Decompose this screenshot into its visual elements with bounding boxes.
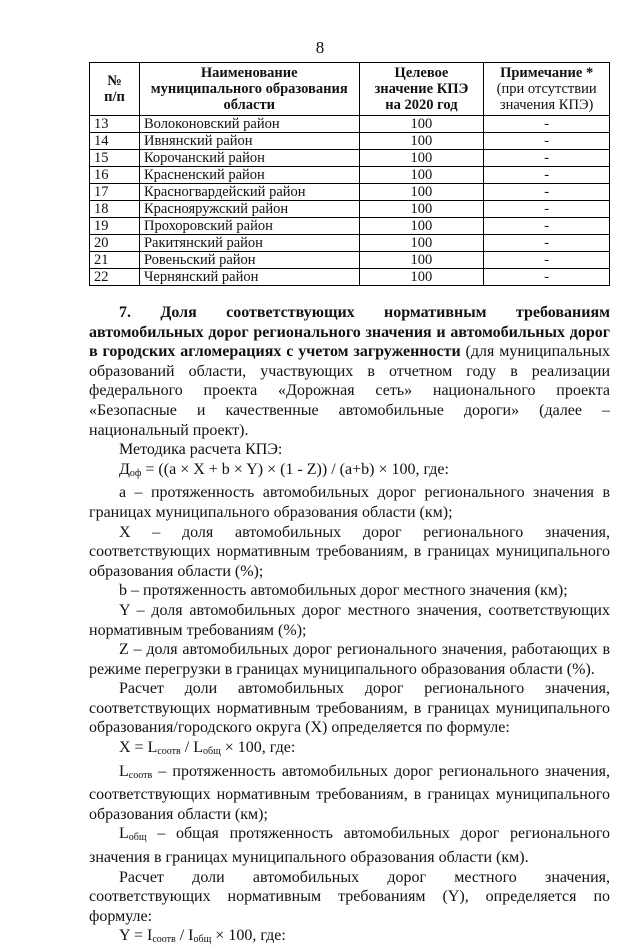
row-note: - xyxy=(484,235,610,252)
row-note: - xyxy=(484,133,610,150)
row-number: 18 xyxy=(90,201,140,218)
row-note: - xyxy=(484,184,610,201)
row-municipality-name: Краснояружский район xyxy=(139,201,359,218)
formula-x: $X = L_{соотв} / L_{общ} \times 100$, где: xyxy=(119,739,296,758)
row-municipality-name: Волоконовский район xyxy=(139,116,359,133)
row-municipality-name: Чернянский район xyxy=(139,269,359,286)
row-number: 20 xyxy=(90,235,140,252)
row-target-value: 100 xyxy=(359,252,484,269)
calc-y-text: Расчет доли автомобильных дорог местного значения, соответствующих нормативным требованиям (Y), определяется по формуле: xyxy=(89,868,610,925)
row-municipality-name: Ровеньский район xyxy=(139,252,359,269)
table-row xyxy=(90,133,610,150)
row-target-value: 100 xyxy=(359,133,484,150)
calc-x-text: Расчет доли автомобильных дорог регионального значения, соответствующих нормативным требованиям, в границах муниципального образования/городского округа (X) определяется по формуле: xyxy=(89,680,610,737)
definition-lsootv: $L_{соотв}$ – протяженность автомобильных дорог регионального значения, соответствующих нормативным требованиям, в границах муниципального образования области (км); xyxy=(89,762,610,823)
row-target-value: 100 xyxy=(359,235,484,252)
row-target-value: 100 xyxy=(359,269,484,286)
row-target-value: 100 xyxy=(359,150,484,167)
row-note: - xyxy=(484,150,610,167)
row-municipality-name: Красненский район xyxy=(139,167,359,184)
section-text xyxy=(89,303,610,950)
header-name: Наименование муниципального образования области xyxy=(139,63,359,116)
table-header-row xyxy=(90,63,610,116)
definition-z: Z – доля автомобильных дорог регионального значения, работающих в режиме перегрузки в границах муниципального образования области (%). xyxy=(89,641,610,678)
row-number: 16 xyxy=(90,167,140,184)
table-row xyxy=(90,167,610,184)
row-municipality-name: Ракитянский район xyxy=(139,235,359,252)
section-heading: 7. Доля соответствующих нормативным требованиям автомобильных дорог регионального значения и автомобильных дорог в городских агломерациях с учетом загруженности (для муниципальных образований области, участвующих в отчетном году в реализации федерального проекта «Дорожная сеть» национального проекта «Безопасные и качественные автомобильные дороги» (далее – национальный проект). xyxy=(89,304,610,439)
row-municipality-name: Ивнянский район xyxy=(139,133,359,150)
row-number: 14 xyxy=(90,133,140,150)
method-label: Методика расчета КПЭ: xyxy=(119,441,283,459)
row-number: 17 xyxy=(90,184,140,201)
row-note: - xyxy=(484,167,610,184)
table-row xyxy=(90,184,610,201)
table-row xyxy=(90,218,610,235)
definition-y: Y – доля автомобильных дорог местного значения, соответствующих нормативным требованиям (%); xyxy=(89,601,610,639)
row-target-value: 100 xyxy=(359,116,484,133)
row-municipality-name: Прохоровский район xyxy=(139,218,359,235)
table-row xyxy=(90,150,610,167)
kpe-table xyxy=(89,62,610,286)
formula-y: $Y = I_{соотв} / I_{общ} \times 100$, где: xyxy=(119,927,286,946)
row-note: - xyxy=(484,116,610,133)
table-row xyxy=(90,252,610,269)
table-row xyxy=(90,269,610,286)
page-number: 8 xyxy=(315,38,325,57)
definition-b: b – протяженность автомобильных дорог местного значения (км); xyxy=(119,582,568,600)
row-note: - xyxy=(484,218,610,235)
row-number: 19 xyxy=(90,218,140,235)
header-note: Примечание * (при отсутствии значения КПЭ) xyxy=(484,63,610,116)
row-number: 13 xyxy=(90,116,140,133)
row-municipality-name: Корочанский район xyxy=(139,150,359,167)
row-note: - xyxy=(484,201,610,218)
row-number: 21 xyxy=(90,252,140,269)
row-municipality-name: Красногвардейский район xyxy=(139,184,359,201)
main-formula: $Д_{оф} = ((a \times X + b \times Y) \times (1 - Z)) / (a+b) \times 100$, где: xyxy=(119,460,449,479)
row-target-value: 100 xyxy=(359,167,484,184)
row-target-value: 100 xyxy=(359,184,484,201)
row-number: 15 xyxy=(90,150,140,167)
table-row xyxy=(90,116,610,133)
definition-lobsh: $L_{общ}$ – общая протяженность автомобильных дорог регионального значения в границах муниципального образования области (км). xyxy=(89,825,610,867)
table-row xyxy=(90,201,610,218)
row-note: - xyxy=(484,252,610,269)
header-target-value: Целевое значение КПЭ на 2020 год xyxy=(359,63,484,116)
definition-x: X – доля автомобильных дорог регионального значения, соответствующих нормативным требованиям, в границах муниципального образования области (%); xyxy=(89,523,610,580)
table-row xyxy=(90,235,610,252)
table-body xyxy=(90,116,610,286)
definition-a: а – протяженность автомобильных дорог регионального значения в границах муниципального образования области (км); xyxy=(89,484,610,521)
row-target-value: 100 xyxy=(359,201,484,218)
row-note: - xyxy=(484,269,610,286)
row-number: 22 xyxy=(90,269,140,286)
header-number: № п/п xyxy=(90,63,140,116)
row-target-value: 100 xyxy=(359,218,484,235)
